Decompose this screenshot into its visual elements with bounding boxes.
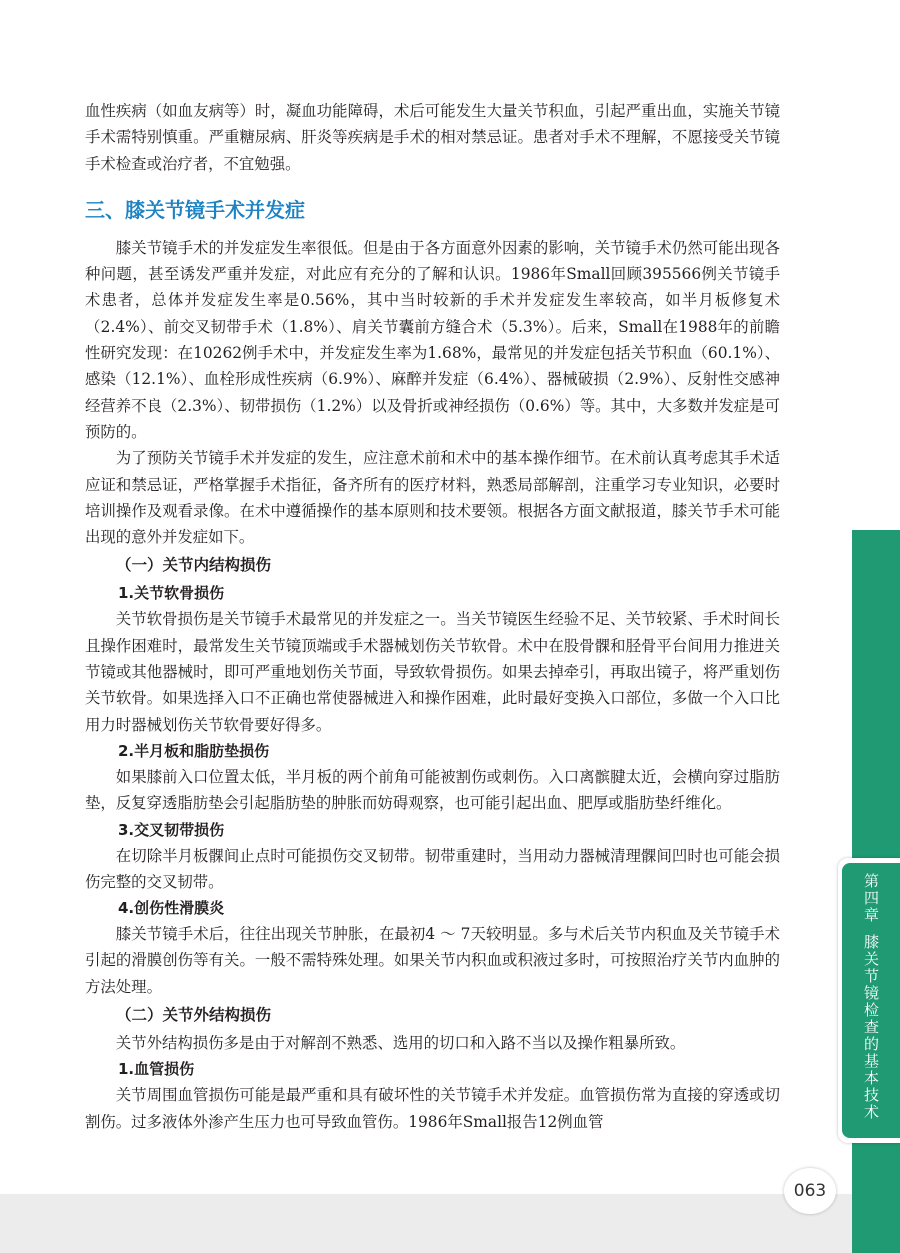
chapter-side-tab-fill bbox=[842, 863, 900, 1138]
subsection-title-extra-articular: （二）关节外结构损伤 bbox=[116, 1006, 272, 1025]
subsection-title-intra-articular: （一）关节内结构损伤 bbox=[116, 556, 272, 575]
chapter-side-text bbox=[842, 873, 900, 1121]
item-title-ligament: 3.交叉韧带损伤 bbox=[118, 820, 225, 839]
paragraph-prevention: 为了预防关节镜手术并发症的发生，应注意术前和术中的基本操作细节。在术前认真考虑其手术适应证和禁忌证，严格掌握手术指征，备齐所有的医疗材料，熟悉局部解剖，注重学习专业知识，必要时培训操作及观看录像。在术中遵循操作的基本原则和技术要领。根据各方面文献报道，膝关节手术可能出现的意外并发症如下。 bbox=[85, 449, 780, 547]
chapter-title: 膝关节镜检查的基本技术 bbox=[862, 934, 880, 1121]
paragraph-extra-articular: 关节外结构损伤多是由于对解剖不熟悉、选用的切口和入路不当以及操作粗暴所致。 bbox=[115, 1034, 686, 1053]
paragraph-meniscus: 如果膝前入口位置太低，半月板的两个前角可能被割伤或刺伤。入口离髌腱太近，会横向穿过脂肪垫，反复穿透脂肪垫会引起脂肪垫的肿胀而妨碍观察，也可能引起出血、肥厚或脂肪垫纤维化。 bbox=[85, 767, 780, 813]
item-title-cartilage: 1.关节软骨损伤 bbox=[118, 584, 225, 603]
paragraph-continued: 血性疾病（如血友病等）时，凝血功能障碍，术后可能发生大量关节积血，引起严重出血，实施关节镜手术需特别慎重。严重糖尿病、肝炎等疾病是手术的相对禁忌证。患者对手术不理解，不愿接受关节镜手术检查或治疗者，不宜勉强。 bbox=[85, 102, 780, 173]
item-title-vascular: 1.血管损伤 bbox=[118, 1060, 195, 1079]
chapter-number: 第四章 bbox=[862, 873, 880, 924]
paragraph-cartilage: 关节软骨损伤是关节镜手术最常见的并发症之一。当关节镜医生经验不足、关节较紧、手术时间长且操作困难时，最常发生关节镜顶端或手术器械划伤关节软骨。术中在股骨髁和胫骨平台间用力推进关节镜或其他器械时，即可严重地划伤关节面，导致软骨损伤。如果去掉牵引，再取出镜子，将严重划伤关节软骨。如果选择入口不正确也常使器械进入和操作困难，此时最好变换入口部位，多做一个入口比用力时器械划伤关节软骨要好得多。 bbox=[85, 610, 780, 734]
paragraph-incidence: 膝关节镜手术的并发症发生率很低。但是由于各方面意外因素的影响，关节镜手术仍然可能出现各种问题，甚至诱发严重并发症，对此应有充分的了解和认识。1986年Small回顾395566例关节镜手术患者，总体并发症发生率是0.56%，其中当时较新的手术并发症发生率较高，如半月板修复术（2.4%）、前交叉韧带手术（1.8%）、肩关节囊前方缝合术（5.3%）。后来，Small在1988年的前瞻性研究发现：在10262例手术中，并发症发生率为1.68%，最常见的并发症包括关节积血（60.1%）、感染（12.1%）、血栓形成性疾病（6.9%）、麻醉并发症（6.4%）、器械破损（2.9%）、反射性交感神经营养不良（2.3%）、韧带损伤（1.2%）以及骨折或神经损伤（0.6%）等。其中，大多数并发症是可预防的。 bbox=[85, 238, 780, 441]
page-number: 063 bbox=[784, 1168, 836, 1214]
paragraph-ligament: 在切除半月板髁间止点时可能损伤交叉韧带。韧带重建时，当用动力器械清理髁间凹时也可能会损伤完整的交叉韧带。 bbox=[85, 846, 780, 891]
paragraph-synovitis: 膝关节镜手术后，往往出现关节肿胀，在最初4 ～ 7天较明显。多与术后关节内积血及关节镜手术引起的滑膜创伤等有关。一般不需特殊处理。如果关节内积血或积液过多时，可按照治疗关节内血肿的方法处理。 bbox=[85, 925, 780, 996]
item-title-meniscus: 2.半月板和脂肪垫损伤 bbox=[118, 741, 270, 760]
paragraph-vascular: 关节周围血管损伤可能是最严重和具有破坏性的关节镜手术并发症。血管损伤常为直接的穿透或切割伤。过多液体外渗产生压力也可导致血管伤。1986年Small报告12例血管 bbox=[85, 1086, 780, 1131]
section-title: 三、膝关节镜手术并发症 bbox=[85, 197, 305, 222]
chapter-side-tab bbox=[838, 858, 900, 1143]
item-title-synovitis: 4.创伤性滑膜炎 bbox=[118, 899, 225, 918]
page-content bbox=[85, 98, 780, 1135]
bottom-band bbox=[0, 1194, 852, 1253]
